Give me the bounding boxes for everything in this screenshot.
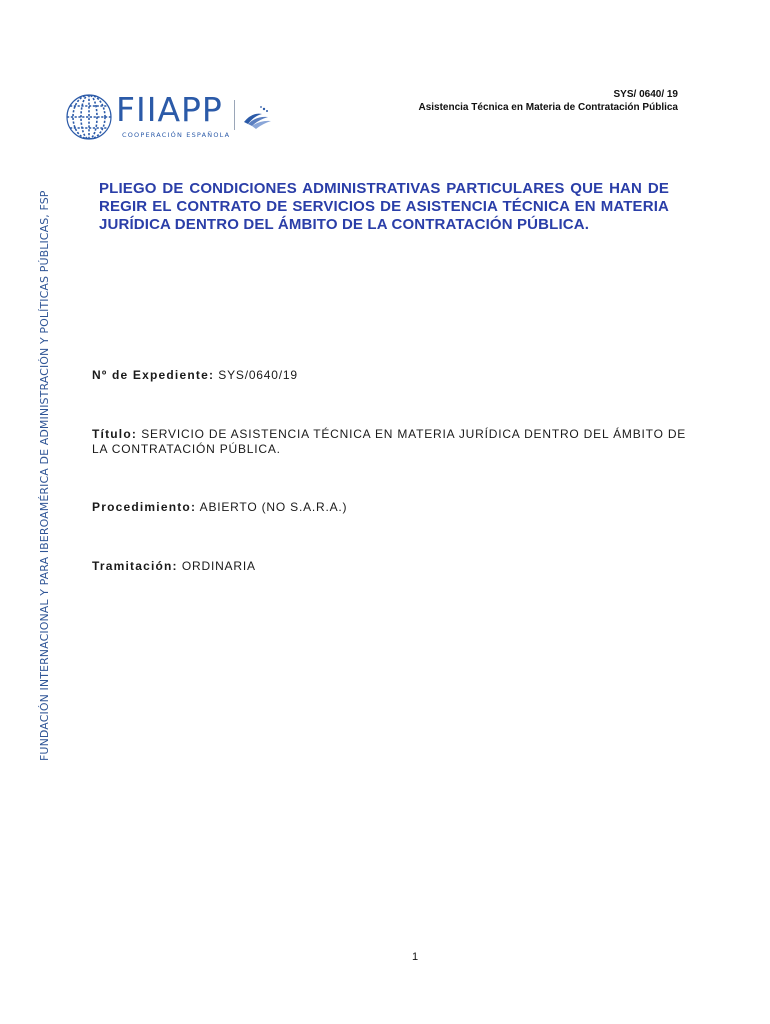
procedimiento-field xyxy=(92,500,692,515)
document-title: PLIEGO DE CONDICIONES ADMINISTRATIVAS PARTICULARES QUE HAN DE REGIR EL CONTRATO DE SERVICIOS DE ASISTENCIA TÉCNICA EN MATERIA JURÍDICA DENTRO DEL ÁMBITO DE LA CONTRATACIÓN PÚBLICA. xyxy=(99,180,669,233)
spanish-cooperation-emblem-icon xyxy=(240,102,274,132)
header-description: Asistencia Técnica en Materia de Contratación Pública xyxy=(418,102,678,113)
tramitacion-label: Tramitación: xyxy=(92,559,178,573)
header-reference: SYS/ 0640/ 19 xyxy=(613,89,678,100)
tramitacion-field xyxy=(92,559,692,574)
titulo-field xyxy=(92,427,692,457)
titulo-label: Título: xyxy=(92,427,138,441)
expediente-label: Nº de Expediente: xyxy=(92,368,215,382)
globe-icon xyxy=(64,92,114,142)
document-header xyxy=(418,88,678,114)
page-number: 1 xyxy=(411,951,419,963)
fiiapp-logo xyxy=(64,92,274,144)
expediente-value: SYS/0640/19 xyxy=(218,368,298,382)
titulo-value: SERVICIO DE ASISTENCIA TÉCNICA EN MATERIA JURÍDICA DENTRO DEL ÁMBITO DE LA CONTRATACIÓN PÚBLICA. xyxy=(92,427,687,456)
logo-divider xyxy=(234,100,235,130)
tramitacion-value: ORDINARIA xyxy=(181,559,256,573)
procedimiento-label: Procedimiento: xyxy=(92,500,197,514)
logo-wordmark: FIIAPP xyxy=(116,90,223,129)
vertical-foundation-name: FUNDACIÓN INTERNACIONAL Y PARA IBEROAMÉRICA DE ADMINISTRACIÓN Y POLÍTICAS PÚBLICAS, FSP xyxy=(38,190,51,761)
expediente-field xyxy=(92,368,692,383)
logo-subtitle: COOPERACIÓN ESPAÑOLA xyxy=(122,131,231,139)
procedimiento-value: ABIERTO (NO S.A.R.A.) xyxy=(199,500,348,514)
